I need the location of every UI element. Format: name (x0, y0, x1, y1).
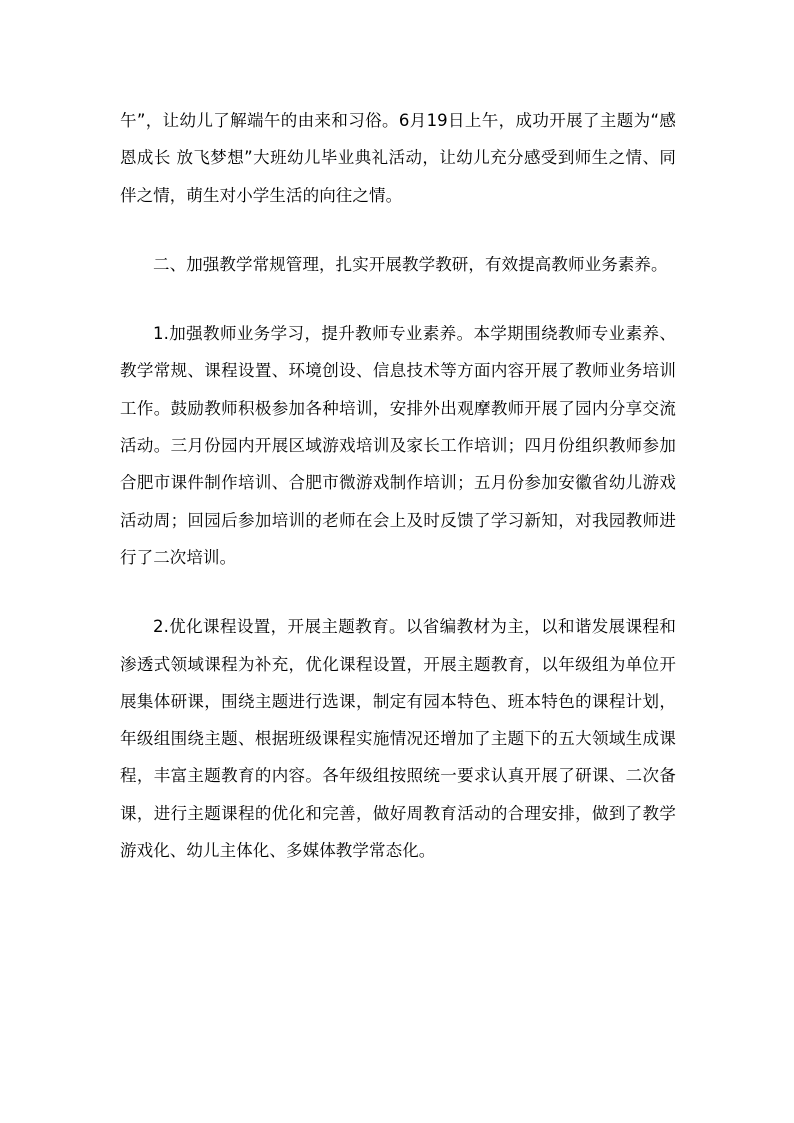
section-heading-two: 二、加强教学常规管理，扎实开展教学教研，有效提高教师业务素养。 (153, 254, 668, 274)
document-body (120, 102, 676, 869)
paragraph-curriculum: 2.优化课程设置，开展主题教育。以省编教材为主，以和谐发展课程和渗透式领域课程为补充，优化课程设置，开展主题教育，以年级组为单位开展集体研课，围绕主题进行选课，制定有园本特色、班本特色的课程计划，年级组围绕主题、根据班级课程实施情况还增加了主题下的五大领域生成课程，丰富主题教育的内容。各年级组按照统一要求认真开展了研课、二次备课，进行主题课程的优化和完善，做好周教育活动的合理安排，做到了教学游戏化、幼儿主体化、多媒体教学常态化。 (120, 617, 676, 861)
paragraph-continuation: 午”，让幼儿了解端午的由来和习俗。6月19日上午，成功开展了主题为“感恩成长 放飞梦想”大班幼儿毕业典礼活动，让幼儿充分感受到师生之情、同伴之情，萌生对小学生活的向往之情。 (120, 111, 676, 205)
paragraph-teacher-training: 1.加强教师业务学习，提升教师专业素养。本学期围绕教师专业素养、教学常规、课程设置、环境创设、信息技术等方面内容开展了教师业务培训工作。鼓励教师积极参加各种培训，安排外出观摩教师开展了园内分享交流活动。三月份园内开展区域游戏培训及家长工作培训；四月份组织教师参加合肥市课件制作培训、合肥市微游戏制作培训；五月份参加安徽省幼儿游戏活动周；回园后参加培训的老师在会上及时反馈了学习新知，对我园教师进行了二次培训。 (120, 324, 676, 567)
